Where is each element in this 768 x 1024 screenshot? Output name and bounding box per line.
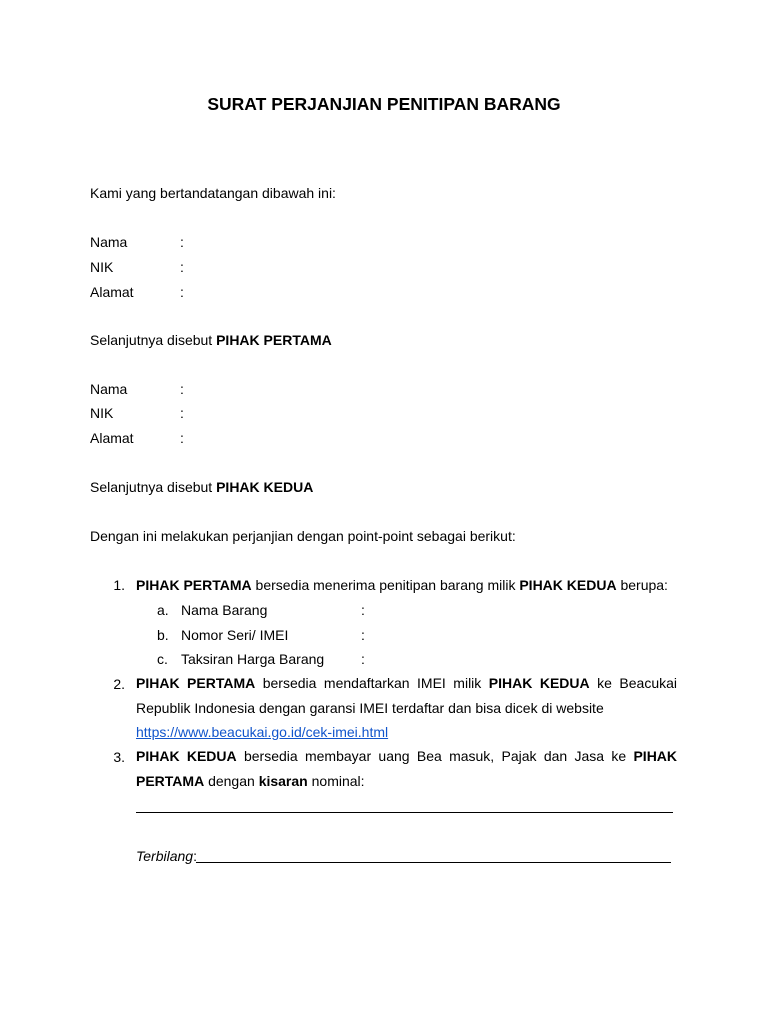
subitem-c-colon: : — [361, 651, 365, 667]
point1-party-a: PIHAK PERTAMA — [136, 577, 252, 593]
party2-field-alamat-label: Alamat — [90, 430, 134, 446]
point2-number: 2. — [113, 676, 125, 692]
subitem-c-letter: c. — [157, 651, 168, 667]
point3-text-a: bersedia membayar uang Bea masuk, Pajak dan Jasa ke — [243, 748, 627, 764]
party1-field-alamat-colon: : — [180, 284, 184, 300]
point2-party-a: PIHAK PERTAMA — [136, 675, 256, 691]
party1-field-nik-label: NIK — [90, 259, 114, 275]
terbilang-label: Terbilang — [136, 848, 194, 864]
subitem-a-label: Nama Barang — [181, 602, 268, 618]
point3-paragraph — [136, 744, 677, 793]
party1-field-nik-colon: : — [180, 259, 184, 275]
party2-caption-name: PIHAK KEDUA — [216, 479, 314, 495]
party2-field-nik-label: NIK — [90, 405, 114, 421]
party1-field-nama-label: Nama — [90, 234, 128, 250]
point1-text-b: berupa: — [620, 577, 668, 593]
party2-caption — [90, 478, 313, 496]
party1-caption — [90, 331, 332, 349]
point1-text-a: bersedia menerima penitipan barang milik — [255, 577, 516, 593]
party1-field-alamat-label: Alamat — [90, 284, 134, 300]
terbilang-blank-line[interactable] — [196, 862, 671, 863]
subitem-b-colon: : — [361, 627, 365, 643]
document-title: SURAT PERJANJIAN PENITIPAN BARANG — [207, 94, 561, 114]
agreement-intro: Dengan ini melakukan perjanjian dengan point-point sebagai berikut: — [90, 528, 516, 544]
subitem-b-label: Nomor Seri/ IMEI — [181, 627, 289, 643]
point1-number: 1. — [113, 577, 125, 593]
beacukai-link[interactable]: https://www.beacukai.go.id/cek-imei.html — [136, 724, 389, 740]
party2-field-alamat-colon: : — [180, 430, 184, 446]
party1-caption-prefix: Selanjutnya disebut — [90, 332, 213, 348]
terbilang-colon: : — [193, 848, 197, 864]
intro-text: Kami yang bertandatangan dibawah ini: — [90, 185, 336, 201]
point3-party-b: PIHAK PERTAMA — [136, 748, 678, 789]
point3-text-b: dengan — [208, 772, 255, 789]
party2-caption-prefix: Selanjutnya disebut — [90, 479, 213, 495]
point3-bold-word: kisaran — [258, 772, 308, 789]
point1-text — [136, 576, 668, 594]
point2-text-a: bersedia mendaftarkan IMEI milik — [262, 675, 482, 691]
point2-text-b: ke Beacukai Republik Indonesia dengan garansi IMEI terdaftar dan bisa dicek di website — [136, 675, 678, 716]
point2-paragraph — [136, 671, 677, 745]
party2-field-nama-label: Nama — [90, 381, 128, 397]
point3-text-c: nominal: — [311, 772, 365, 789]
nominal-blank-line[interactable] — [136, 812, 673, 813]
party2-field-nik-colon: : — [180, 405, 184, 421]
party1-caption-name: PIHAK PERTAMA — [216, 332, 332, 348]
point3-number: 3. — [113, 749, 125, 765]
subitem-a-letter: a. — [157, 602, 169, 618]
party2-field-nama-colon: : — [180, 381, 184, 397]
point2-party-b: PIHAK KEDUA — [488, 675, 590, 691]
subitem-a-colon: : — [361, 602, 365, 618]
subitem-c-label: Taksiran Harga Barang — [181, 651, 325, 667]
point3-party-a: PIHAK KEDUA — [136, 748, 237, 764]
terbilang-row — [136, 847, 197, 865]
point1-party-b: PIHAK KEDUA — [519, 577, 617, 593]
party1-field-nama-colon: : — [180, 234, 184, 250]
subitem-b-letter: b. — [157, 627, 169, 643]
